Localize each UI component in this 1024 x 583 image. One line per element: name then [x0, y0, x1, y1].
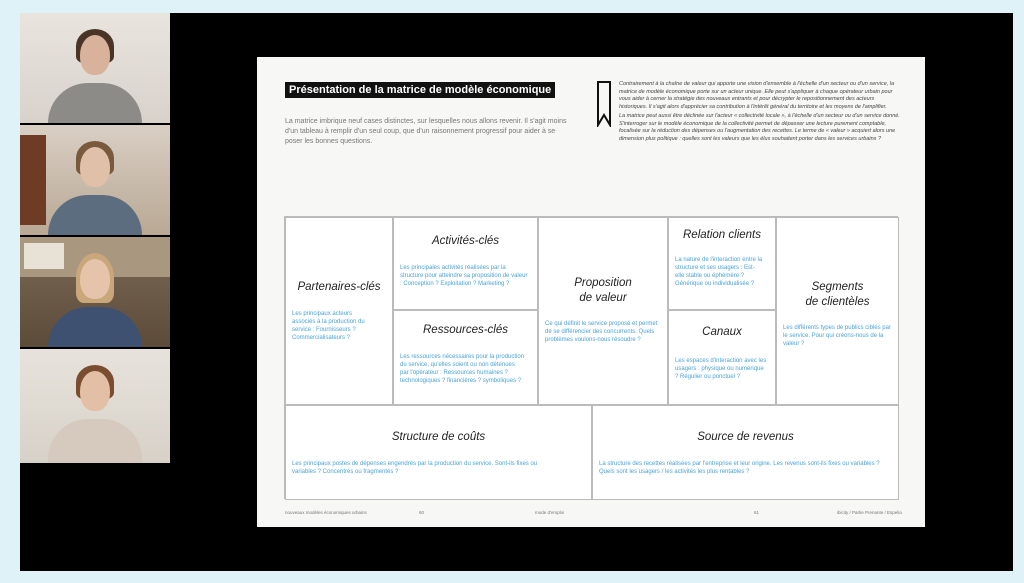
participant-video-4[interactable] [20, 349, 170, 463]
slide-side-text [619, 81, 901, 145]
participant-body [48, 419, 142, 463]
footer-page-right: 61 [754, 510, 760, 515]
participant-face [80, 147, 110, 187]
participant-face [80, 259, 110, 299]
participants-panel [20, 13, 170, 463]
background-shelf-item [24, 243, 64, 269]
background-door [20, 135, 46, 225]
cell-description: Les ressources nécessaires pour la production du service, qu'elles soient ou non détenues par l'opérateur : Ressources humaines ? technologiques ? financières ? symboliques ? [400, 354, 525, 384]
cell-title: Source de revenus [697, 431, 794, 443]
cell-channels [668, 310, 776, 405]
participant-video-2[interactable] [20, 125, 170, 235]
participant-face [80, 371, 110, 411]
cell-title-line-1: Segments [811, 281, 864, 293]
participant-body [48, 307, 142, 347]
cell-key-activities [393, 217, 538, 310]
participant-video-3[interactable] [20, 237, 170, 347]
cell-title: Canaux [702, 326, 742, 338]
cell-cost-structure [285, 405, 592, 500]
participant-body [48, 195, 142, 235]
participant-video-1[interactable] [20, 13, 170, 123]
cell-description: Les principaux acteurs associés à la production du service : Fournisseurs ? Commercialisateurs ? [292, 311, 365, 341]
cell-value-proposition [538, 217, 668, 405]
shared-slide [257, 57, 925, 527]
slide-intro-text: La matrice imbrique neuf cases distinctes, sur lesquelles nous allons revenir. Il s'agit moins d'un tableau à remplir d'un seul coup, que d'un raisonnement progressif pour aider à se poser les bonnes questions. [285, 118, 567, 145]
cell-key-partners [285, 217, 393, 405]
cell-title-line-2: de clientèles [805, 296, 870, 308]
footer-right: ibicity / Partie Prenante / Espelia [837, 510, 902, 515]
cell-description: Les principales activités réalisées par la structure pour atteindre sa proposition de valeur : Conception ? Exploitation ? Marketing ? [400, 265, 528, 287]
cell-description: Les principaux postes de dépenses engendrés par la production du service. Sont-ils fixes ou variables ? Concentrés ou fragmentés ? [292, 461, 538, 475]
side-paragraph-2: La matrice peut aussi être déclinée sur l'acteur « collectivité locale », à l'échelle d'un secteur ou d'un service donné. S'interroger sur le modèle économique de la collectivité permet de dépasser une lecture purement comptable, focalisée sur la réduction des dépenses ou l'augmentation des recettes. Le terme de « valeur » acquiert alors une dimension plus politique : quelles sont les valeurs que les élus souhaitent porter dans les services urbains ? [619, 113, 900, 142]
participant-body [48, 83, 142, 123]
cell-title: Relation clients [683, 229, 761, 241]
cell-description: La nature de l'interaction entre la structure et ses usagers : Est-elle stable ou éphémère ? Générique ou individualisée ? [675, 257, 763, 287]
side-paragraph-1: Contrairement à la chaîne de valeur qui apporte une vision d'ensemble à l'échelle d'un secteur ou d'un service, la matrice de modèle économique porte sur un acteur unique. Elle peut s'appliquer à chaque opérateur urbain pour vous aider à cerner la stratégie des nouveaux entrants et pour décrypter le repositionnement des acteurs historiques. Il s'agit alors d'apprécier sa contribution à l'intérêt général du territoire et les moyens de l'amplifier. [619, 81, 895, 110]
cell-revenue-streams [592, 405, 899, 500]
bookmark-icon [597, 81, 611, 127]
cell-title: Ressources-clés [423, 324, 508, 336]
cell-title: Activités-clés [431, 235, 500, 247]
slide-title: Présentation de la matrice de modèle économique [285, 82, 555, 98]
cell-customer-relationships [668, 217, 776, 310]
cell-description: Ce qui définit le service proposé et permet de se différencier des concurrents. Quels problèmes voulons-nous résoudre ? [545, 321, 658, 343]
cell-title-line-1: Proposition [574, 277, 632, 289]
cell-title-line-2: de valeur [579, 292, 627, 304]
participant-face [80, 35, 110, 75]
business-model-canvas [284, 216, 898, 499]
cell-title: Structure de coûts [391, 431, 486, 443]
cell-customer-segments [776, 217, 899, 405]
cell-description: Les espaces d'interaction avec les usagers : physique ou numérique ? Régulier ou ponctuel ? [675, 358, 767, 380]
footer-page-left: 60 [419, 510, 425, 515]
cell-key-resources [393, 310, 538, 405]
cell-description: La structure des recettes réalisées par l'entreprise et leur origine. Les revenus sont-ils fixes ou variables ? Quels sont les usagers / les activités les plus rentables ? [599, 461, 880, 475]
footer-left: nouveaux modèles économiques urbains [285, 510, 367, 515]
cell-description: Les différents types de publics ciblés par le service. Pour qui créons-nous de la valeur ? [783, 325, 891, 347]
cell-title: Partenaires-clés [297, 281, 381, 293]
footer-center: mode d'emploi [535, 510, 565, 515]
